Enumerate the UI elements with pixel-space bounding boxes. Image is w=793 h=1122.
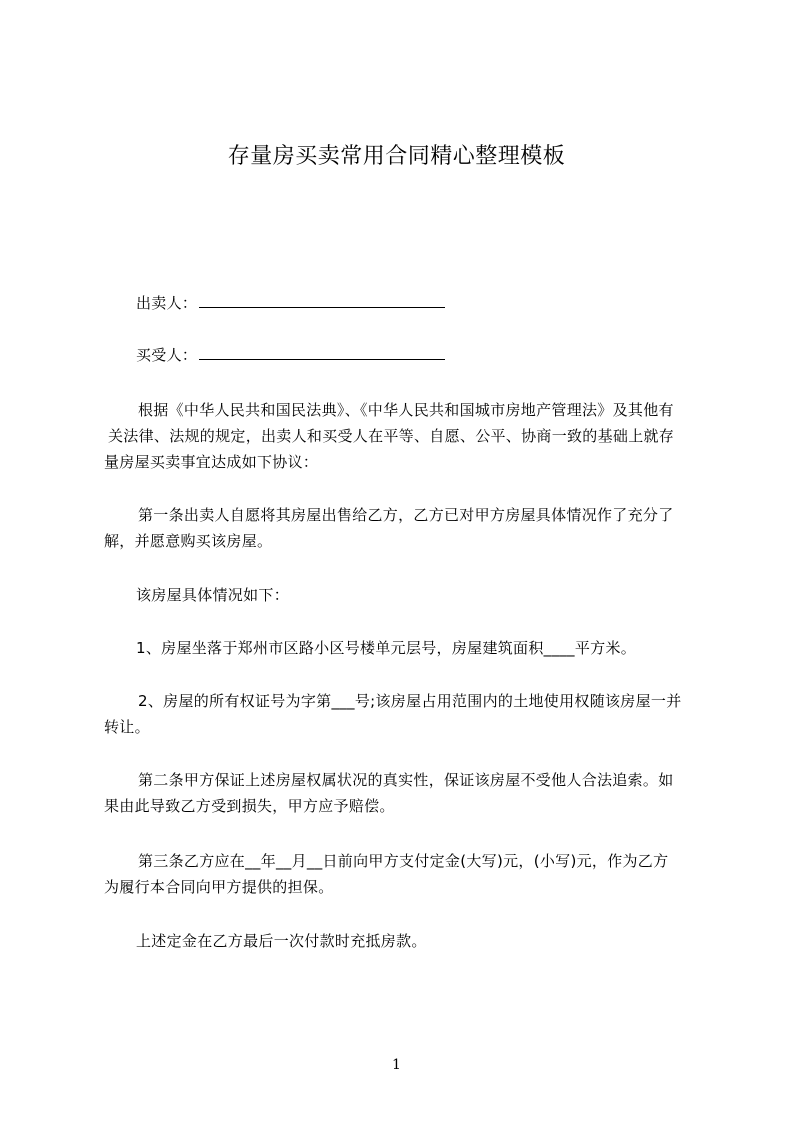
intro-line-1: 根据《中华人民共和国民法典》、《中华人民共和国城市房地产管理法》及其他有 xyxy=(138,401,674,419)
article3-line-1: 第三条乙方应在__年__月__日前向甲方支付定金(大写)元，(小写)元，作为乙方 xyxy=(138,852,669,870)
seller-blank xyxy=(199,292,445,308)
intro-line-2: 关法律、法规的规定，出卖人和买受人在平等、自愿、公平、协商一致的基础上就存 xyxy=(108,427,675,445)
seller-line xyxy=(136,292,445,313)
item2-line-1: 2、房屋的所有权证号为字第___号;该房屋占用范围内的土地使用权随该房屋一并 xyxy=(138,692,682,710)
buyer-line xyxy=(136,344,445,365)
buyer-blank xyxy=(199,344,445,360)
buyer-label: 买受人： xyxy=(136,346,198,364)
page-title: 存量房买卖常用合同精心整理模板 xyxy=(227,144,566,169)
item2-line-2: 转让。 xyxy=(104,718,150,736)
seller-label: 出卖人： xyxy=(136,294,198,312)
article2-line-2: 果由此导致乙方受到损失，甲方应予赔偿。 xyxy=(104,797,395,815)
deposit-note: 上述定金在乙方最后一次付款时充抵房款。 xyxy=(136,932,427,950)
item1-line: 1、房屋坐落于郑州市区路小区号楼单元层号，房屋建筑面积____平方米。 xyxy=(136,639,637,657)
details-heading: 该房屋具体情况如下： xyxy=(136,586,290,604)
article1-line-2: 解，并愿意购买该房屋。 xyxy=(104,532,273,550)
article1-line-1: 第一条出卖人自愿将其房屋出售给乙方，乙方已对甲方房屋具体情况作了充分了 xyxy=(138,506,674,524)
page-number: 1 xyxy=(392,1057,401,1073)
intro-line-3: 量房屋买卖事宜达成如下协议： xyxy=(104,453,319,471)
article2-line-1: 第二条甲方保证上述房屋权属状况的真实性，保证该房屋不受他人合法追索。如 xyxy=(138,771,674,789)
article3-line-2: 为履行本合同向甲方提供的担保。 xyxy=(104,878,334,896)
